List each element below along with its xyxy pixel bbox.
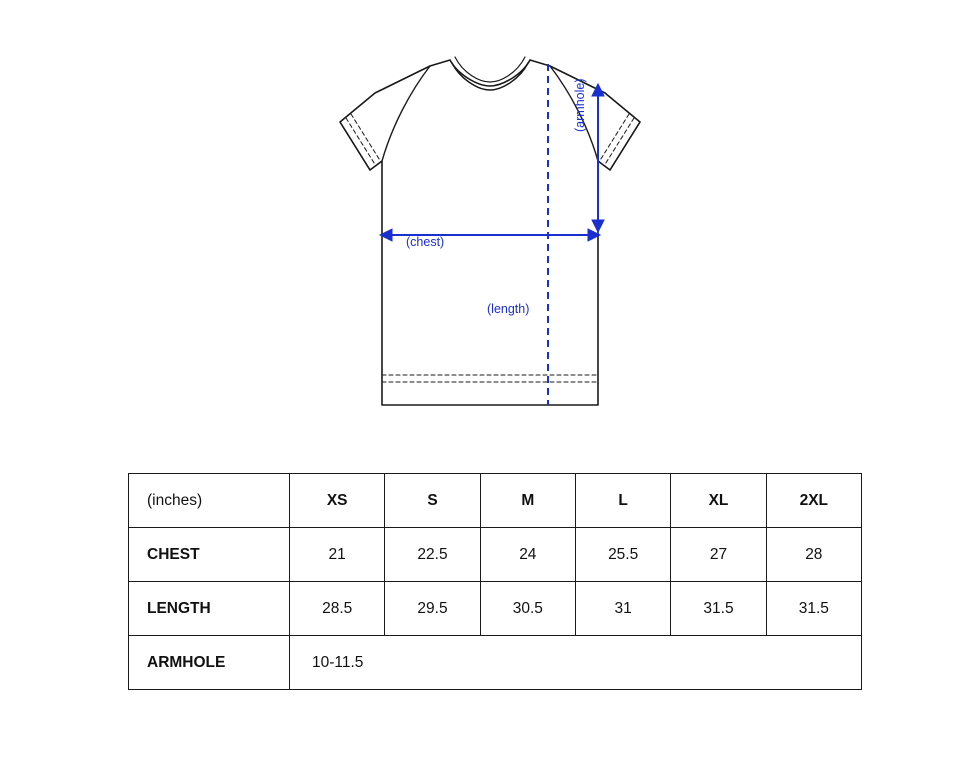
tshirt-illustration-icon xyxy=(250,30,730,430)
chest-s: 22.5 xyxy=(385,528,480,582)
chest-xl: 27 xyxy=(671,528,766,582)
chest-measure-label: (chest) xyxy=(406,235,445,249)
row-label-chest: CHEST xyxy=(129,528,290,582)
chest-m: 24 xyxy=(480,528,575,582)
length-s: 29.5 xyxy=(385,582,480,636)
row-label-length: LENGTH xyxy=(129,582,290,636)
length-xs: 28.5 xyxy=(290,582,385,636)
table-row xyxy=(129,582,862,636)
table-row xyxy=(129,528,862,582)
size-header-xl: XL xyxy=(671,474,766,528)
row-label-armhole: ARMHOLE xyxy=(129,636,290,690)
length-l: 31 xyxy=(575,582,670,636)
chest-2xl: 28 xyxy=(766,528,861,582)
size-header-xs: XS xyxy=(290,474,385,528)
length-xl: 31.5 xyxy=(671,582,766,636)
size-header-l: L xyxy=(575,474,670,528)
length-2xl: 31.5 xyxy=(766,582,861,636)
size-header-m: M xyxy=(480,474,575,528)
table-row xyxy=(129,636,862,690)
size-header-2xl: 2XL xyxy=(766,474,861,528)
unit-header-cell: (inches) xyxy=(129,474,290,528)
length-m: 30.5 xyxy=(480,582,575,636)
armhole-value: 10-11.5 xyxy=(290,636,862,690)
table-header-row xyxy=(129,474,862,528)
armhole-measure-label: (armhole) xyxy=(573,78,587,132)
size-header-s: S xyxy=(385,474,480,528)
length-measure-label: (length) xyxy=(487,302,530,316)
chest-l: 25.5 xyxy=(575,528,670,582)
size-chart-table xyxy=(128,473,862,690)
chest-xs: 21 xyxy=(290,528,385,582)
